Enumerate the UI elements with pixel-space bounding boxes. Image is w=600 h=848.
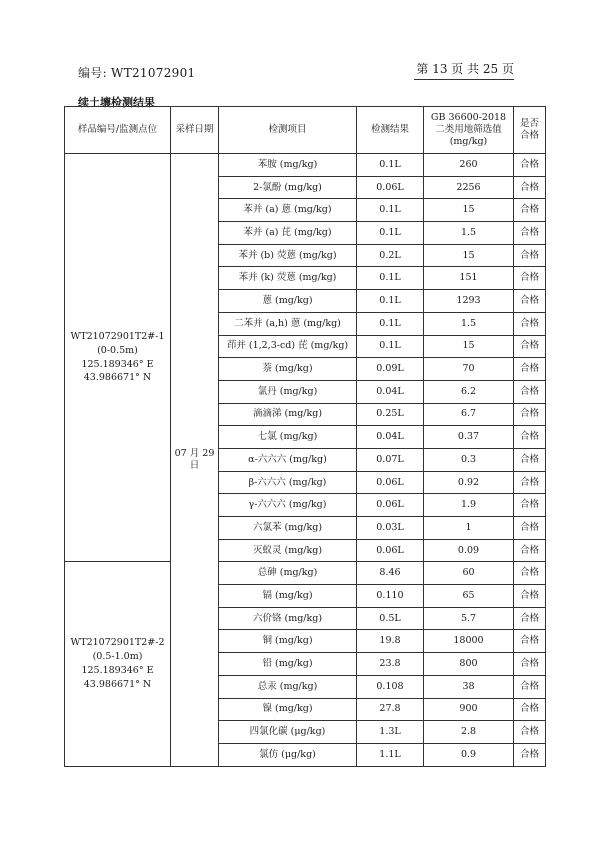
standard-value-cell: 1 [424,517,514,540]
pass-status-cell: 合格 [514,290,546,313]
test-item-cell: 六价铬 (mg/kg) [219,607,357,630]
standard-value-cell: 0.92 [424,471,514,494]
standard-value-cell: 1293 [424,290,514,313]
pass-status-cell: 合格 [514,630,546,653]
test-item-cell: 蒽 (mg/kg) [219,290,357,313]
result-cell: 0.04L [357,380,424,403]
test-item-cell: 七氯 (mg/kg) [219,426,357,449]
standard-value-cell: 38 [424,675,514,698]
test-item-cell: 总汞 (mg/kg) [219,675,357,698]
test-item-cell: 苯胺 (mg/kg) [219,154,357,177]
standard-value-cell: 260 [424,154,514,177]
result-cell: 0.1L [357,290,424,313]
result-cell: 0.09L [357,358,424,381]
result-cell: 0.1L [357,267,424,290]
pass-status-cell: 合格 [514,335,546,358]
test-item-cell: 四氯化碳 (μg/kg) [219,721,357,744]
pass-status-cell: 合格 [514,539,546,562]
result-cell: 0.03L [357,517,424,540]
standard-value-cell: 2.8 [424,721,514,744]
result-cell: 0.1L [357,154,424,177]
sample-point-line: 125.189346° E [81,664,154,676]
test-item-cell: 镉 (mg/kg) [219,585,357,608]
page-indicator: 第 13 页 共 25 页 [414,60,514,80]
standard-value-cell: 1.5 [424,222,514,245]
test-item-cell: 苯并 (k) 荧蒽 (mg/kg) [219,267,357,290]
test-item-cell: 茚并 (1,2,3-cd) 芘 (mg/kg) [219,335,357,358]
pass-status-cell: 合格 [514,358,546,381]
standard-value-cell: 0.37 [424,426,514,449]
pass-status-cell: 合格 [514,244,546,267]
sampling-date-cell: 07 月 29 日 [171,154,219,767]
standard-value-cell: 60 [424,562,514,585]
table-row [65,562,546,585]
results-table [64,106,546,767]
pass-status-cell: 合格 [514,698,546,721]
standard-value-cell: 15 [424,199,514,222]
test-item-cell: 苯并 (a) 芘 (mg/kg) [219,222,357,245]
test-item-cell: 总砷 (mg/kg) [219,562,357,585]
result-cell: 1.1L [357,743,424,766]
pass-status-cell: 合格 [514,653,546,676]
result-cell: 0.1L [357,335,424,358]
column-header-result: 检测结果 [357,107,424,154]
test-item-cell: 苯并 (b) 荧蒽 (mg/kg) [219,244,357,267]
result-cell: 0.110 [357,585,424,608]
standard-value-cell: 15 [424,335,514,358]
test-item-cell: γ-六六六 (mg/kg) [219,494,357,517]
standard-value-cell: 900 [424,698,514,721]
table-body [65,154,546,767]
sample-point-line: (0-0.5m) [97,344,138,356]
test-item-cell: α-六六六 (mg/kg) [219,448,357,471]
test-item-cell: 2-氯酚 (mg/kg) [219,176,357,199]
pass-status-cell: 合格 [514,403,546,426]
standard-value-cell: 6.2 [424,380,514,403]
standard-value-cell: 0.3 [424,448,514,471]
pass-status-cell: 合格 [514,267,546,290]
result-cell: 0.5L [357,607,424,630]
standard-value-cell: 151 [424,267,514,290]
pass-status-cell: 合格 [514,380,546,403]
pass-status-cell: 合格 [514,517,546,540]
pass-status-cell: 合格 [514,312,546,335]
pass-status-cell: 合格 [514,721,546,744]
standard-value-cell: 1.5 [424,312,514,335]
standard-value-cell: 1.9 [424,494,514,517]
sample-point-cell [65,154,171,562]
pass-status-cell: 合格 [514,743,546,766]
test-item-cell: 氯丹 (mg/kg) [219,380,357,403]
result-cell: 0.2L [357,244,424,267]
pass-status-cell: 合格 [514,471,546,494]
result-cell: 0.1L [357,312,424,335]
result-cell: 0.04L [357,426,424,449]
result-cell: 0.06L [357,494,424,517]
test-item-cell: 铅 (mg/kg) [219,653,357,676]
result-cell: 23.8 [357,653,424,676]
pass-status-cell: 合格 [514,675,546,698]
result-cell: 8.46 [357,562,424,585]
standard-value-cell: 2256 [424,176,514,199]
result-cell: 0.06L [357,176,424,199]
table-header-row [65,107,546,154]
test-item-cell: 氯仿 (μg/kg) [219,743,357,766]
test-item-cell: 萘 (mg/kg) [219,358,357,381]
result-cell: 0.25L [357,403,424,426]
sample-point-cell [65,562,171,766]
pass-status-cell: 合格 [514,426,546,449]
standard-value-cell: 0.09 [424,539,514,562]
pass-status-cell: 合格 [514,585,546,608]
standard-value-cell: 0.9 [424,743,514,766]
result-cell: 1.3L [357,721,424,744]
test-item-cell: 灭蚁灵 (mg/kg) [219,539,357,562]
sample-point-line: WT21072901T2#-1 [70,331,165,343]
result-cell: 0.1L [357,199,424,222]
column-header-sample: 样品编号/监测点位 [65,107,171,154]
standard-value-cell: 6.7 [424,403,514,426]
standard-value-cell: 18000 [424,630,514,653]
sample-point-line: (0.5-1.0m) [92,651,143,663]
document-number: 编号: WT21072901 [78,66,196,80]
pass-status-cell: 合格 [514,199,546,222]
section-title: 续土壤检测结果 [78,96,155,109]
result-cell: 0.1L [357,222,424,245]
pass-status-cell: 合格 [514,222,546,245]
pass-status-cell: 合格 [514,448,546,471]
pass-status-cell: 合格 [514,176,546,199]
test-item-cell: 苯并 (a) 蒽 (mg/kg) [219,199,357,222]
column-header-standard: GB 36600-2018 二类用地筛选值 (mg/kg) [424,107,514,154]
sample-point-line: 43.986671° N [83,678,152,690]
test-item-cell: 滴滴涕 (mg/kg) [219,403,357,426]
result-cell: 0.06L [357,539,424,562]
pass-status-cell: 合格 [514,494,546,517]
result-cell: 19.8 [357,630,424,653]
pass-status-cell: 合格 [514,607,546,630]
column-header-date: 采样日期 [171,107,219,154]
pass-status-cell: 合格 [514,562,546,585]
test-item-cell: β-六六六 (mg/kg) [219,471,357,494]
test-item-cell: 二苯并 (a,h) 蒽 (mg/kg) [219,312,357,335]
pass-status-cell: 合格 [514,154,546,177]
standard-value-cell: 15 [424,244,514,267]
test-item-cell: 六氯苯 (mg/kg) [219,517,357,540]
sample-point-line: 43.986671° N [83,372,152,384]
table-row [65,154,546,177]
standard-value-cell: 5.7 [424,607,514,630]
standard-value-cell: 70 [424,358,514,381]
result-cell: 0.07L [357,448,424,471]
test-item-cell: 铜 (mg/kg) [219,630,357,653]
test-item-cell: 镍 (mg/kg) [219,698,357,721]
sample-point-line: WT21072901T2#-2 [70,637,165,649]
result-cell: 0.108 [357,675,424,698]
standard-value-cell: 800 [424,653,514,676]
result-cell: 27.8 [357,698,424,721]
column-header-item: 检测项目 [219,107,357,154]
result-cell: 0.06L [357,471,424,494]
column-header-pass: 是否合格 [514,107,546,154]
sample-point-line: 125.189346° E [81,358,154,370]
standard-value-cell: 65 [424,585,514,608]
